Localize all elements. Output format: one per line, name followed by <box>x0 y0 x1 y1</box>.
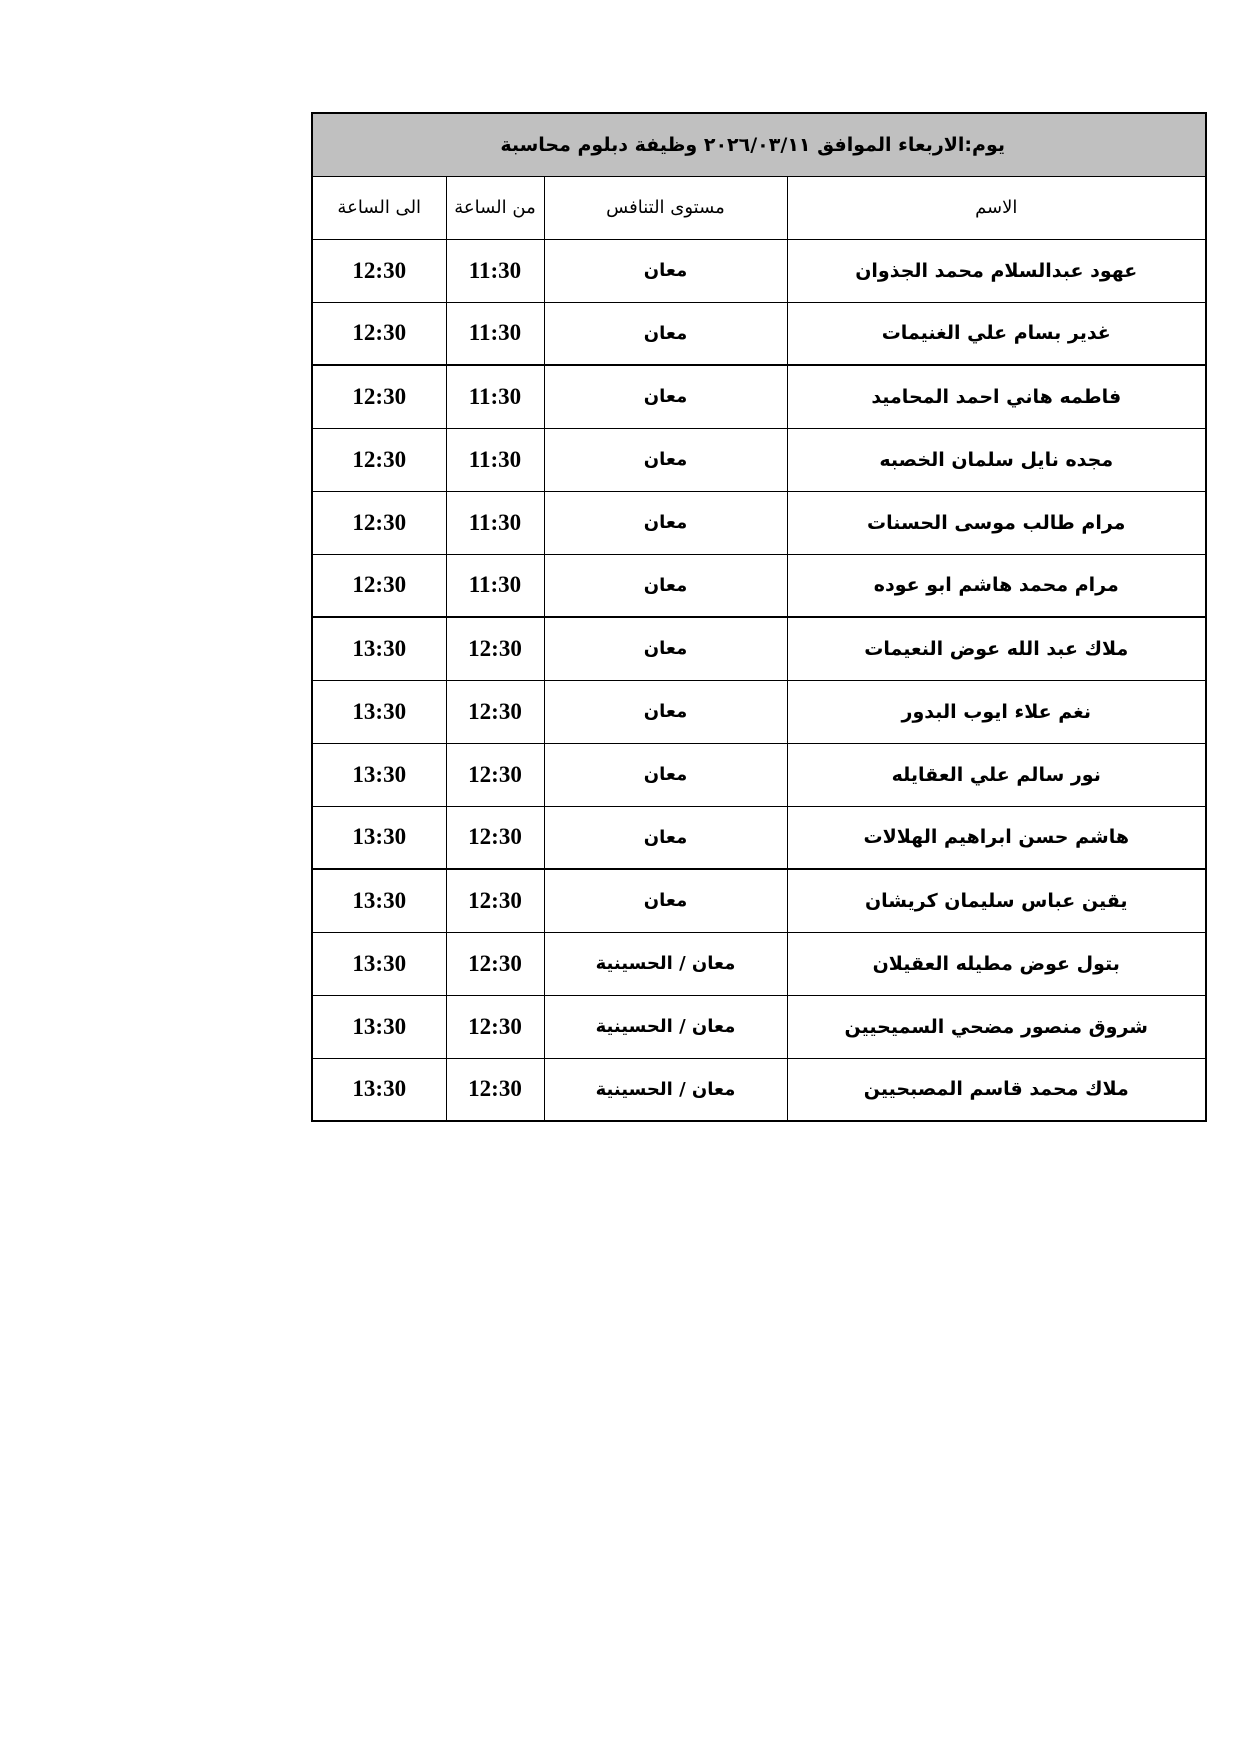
row-from-cell: 11:30 <box>446 239 544 302</box>
row-name-cell: شروق منصور مضحي السميحيين <box>787 995 1206 1058</box>
row-to-cell: 13:30 <box>312 932 446 995</box>
row-from-cell: 11:30 <box>446 365 544 428</box>
row-name-cell: فاطمه هاني احمد المحاميد <box>787 365 1206 428</box>
column-header-level: مستوى التنافس <box>544 176 787 239</box>
row-level-cell: معان <box>544 617 787 680</box>
row-to-cell: 13:30 <box>312 995 446 1058</box>
row-to-cell: 13:30 <box>312 806 446 869</box>
row-name-cell: مرام محمد هاشم ابو عوده <box>787 554 1206 617</box>
row-level-cell: معان <box>544 743 787 806</box>
row-from-cell: 11:30 <box>446 302 544 365</box>
row-to-cell: 12:30 <box>312 365 446 428</box>
row-from-cell: 12:30 <box>446 869 544 932</box>
row-name-cell: يقين عباس سليمان كريشان <box>787 869 1206 932</box>
row-name-cell: ملاك محمد قاسم المصبحيين <box>787 1058 1206 1121</box>
row-from-cell: 11:30 <box>446 491 544 554</box>
row-level-cell: معان <box>544 428 787 491</box>
table-row <box>312 617 1206 680</box>
row-to-cell: 13:30 <box>312 869 446 932</box>
row-name-cell: غدير بسام علي الغنيمات <box>787 302 1206 365</box>
table-row <box>312 806 1206 869</box>
row-from-cell: 12:30 <box>446 680 544 743</box>
row-to-cell: 13:30 <box>312 617 446 680</box>
row-name-cell: مجده نايل سلمان الخصبه <box>787 428 1206 491</box>
table-row <box>312 239 1206 302</box>
row-level-cell: معان <box>544 806 787 869</box>
row-to-cell: 12:30 <box>312 428 446 491</box>
document-title: يوم:الاربعاء الموافق ٢٠٢٦/٠٣/١١ وظيفة دبلوم محاسبة <box>312 113 1206 176</box>
row-name-cell: عهود عبدالسلام محمد الجذوان <box>787 239 1206 302</box>
row-from-cell: 12:30 <box>446 932 544 995</box>
row-from-cell: 11:30 <box>446 554 544 617</box>
row-level-cell: معان <box>544 365 787 428</box>
table-row <box>312 554 1206 617</box>
row-name-cell: هاشم حسن ابراهيم الهلالات <box>787 806 1206 869</box>
table-row <box>312 869 1206 932</box>
row-to-cell: 13:30 <box>312 680 446 743</box>
table-row <box>312 995 1206 1058</box>
row-from-cell: 11:30 <box>446 428 544 491</box>
row-name-cell: ملاك عبد الله عوض النعيمات <box>787 617 1206 680</box>
row-from-cell: 12:30 <box>446 806 544 869</box>
row-to-cell: 12:30 <box>312 302 446 365</box>
row-level-cell: معان / الحسينية <box>544 932 787 995</box>
table-row <box>312 743 1206 806</box>
row-name-cell: نور سالم علي العقايله <box>787 743 1206 806</box>
row-level-cell: معان <box>544 554 787 617</box>
table-row <box>312 1058 1206 1121</box>
row-level-cell: معان / الحسينية <box>544 995 787 1058</box>
row-level-cell: معان <box>544 869 787 932</box>
row-from-cell: 12:30 <box>446 743 544 806</box>
row-to-cell: 12:30 <box>312 239 446 302</box>
row-level-cell: معان <box>544 491 787 554</box>
table-row <box>312 428 1206 491</box>
table-row <box>312 932 1206 995</box>
table-row <box>312 365 1206 428</box>
row-to-cell: 13:30 <box>312 743 446 806</box>
column-header-to: الى الساعة <box>312 176 446 239</box>
table-row <box>312 491 1206 554</box>
header-row <box>312 176 1206 239</box>
title-row <box>312 113 1206 176</box>
row-from-cell: 12:30 <box>446 1058 544 1121</box>
row-level-cell: معان <box>544 680 787 743</box>
row-to-cell: 13:30 <box>312 1058 446 1121</box>
row-level-cell: معان <box>544 302 787 365</box>
schedule-table <box>311 112 1207 1122</box>
row-level-cell: معان / الحسينية <box>544 1058 787 1121</box>
column-header-from: من الساعة <box>446 176 544 239</box>
table-row <box>312 680 1206 743</box>
row-from-cell: 12:30 <box>446 617 544 680</box>
row-level-cell: معان <box>544 239 787 302</box>
row-from-cell: 12:30 <box>446 995 544 1058</box>
row-to-cell: 12:30 <box>312 491 446 554</box>
table-row <box>312 302 1206 365</box>
row-name-cell: مرام طالب موسى الحسنات <box>787 491 1206 554</box>
row-to-cell: 12:30 <box>312 554 446 617</box>
row-name-cell: بتول عوض مطيله العقيلان <box>787 932 1206 995</box>
column-header-name: الاسم <box>787 176 1206 239</box>
row-name-cell: نغم علاء ايوب البدور <box>787 680 1206 743</box>
